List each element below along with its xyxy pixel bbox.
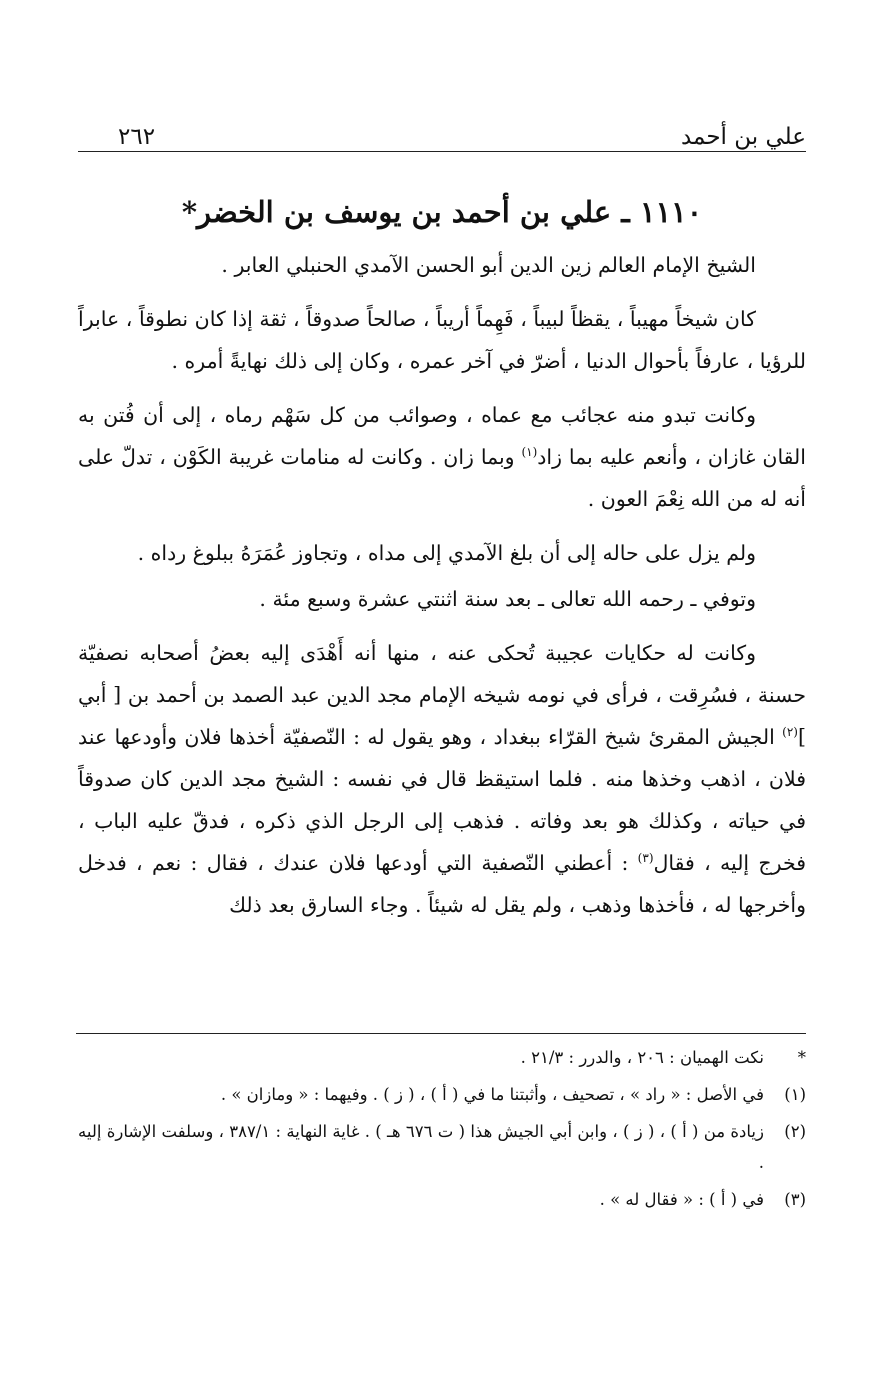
paragraph-text: الجيش المقرئ شيخ القرّاء ببغداد ، وهو يقول له : النّصفيّة أخذها فلان وأودعها عند فلان ، اذهب وخذها منه . فلما استيقظ قال في نفسه : الشيخ مجد الدين كان صدوقاً في حياته ، وكذلك هو بعد وفاته . فذهب إلى الرجل الذي ذكره ، فدقّ عليه الباب ، فخرج إليه ، فقال <box>78 725 806 875</box>
paragraph-text: وبما زان . وكانت له منامات غريبة الكَوْن ، تدلّ على أنه له من الله نِعْمَ العون . <box>78 445 806 511</box>
running-title: علي بن أحمد <box>680 124 806 150</box>
footnote-mark: (٣) <box>784 1190 806 1209</box>
footnote-text: نكت الهميان : ٢٠٦ ، والدرر : ٢١/٣ . <box>520 1048 764 1067</box>
paragraph-text: : أعطني النّصفية التي أودعها فلان عندك ، فقال : نعم ، فدخل وأخرجها له ، فأخذها وذهب ، ولم يقل له شيئاً . وجاء السارق بعد ذلك <box>78 851 806 917</box>
footnote-text: زيادة من ( أ ) ، ( ز ) ، وابن أبي الجيش هذا ( ت ٦٧٦ هـ ) . غاية النهاية : ٣٨٧/١ ، وسلفت الإشارة إليه . <box>78 1122 764 1172</box>
paragraph-2 <box>78 298 806 382</box>
paragraph-text: الشيخ الإمام العالم زين الدين أبو الحسن الآمدي الحنبلي العابر . <box>221 253 756 277</box>
footnote-ref-3[interactable]: (٣) <box>637 851 654 866</box>
footnote-item <box>78 1184 806 1215</box>
paragraph-6 <box>78 632 806 926</box>
footnote-text: في الأصل : « راد » ، تصحيف ، وأثبتنا ما في ( أ ) ، ( ز ) . وفيهما : « ومازان » . <box>220 1085 764 1104</box>
footnote-mark: (٢) <box>784 1122 806 1141</box>
footnote-mark: * <box>797 1048 806 1067</box>
paragraph-4 <box>78 532 806 574</box>
paragraph-text: ولم يزل على حاله إلى أن بلغ الآمدي إلى مداه ، وتجاوز عُمَرَهُ ببلوغ رداه . <box>137 541 756 565</box>
paragraph-text: وتوفي ـ رحمه الله تعالى ـ بعد سنة اثنتي عشرة وسبع مئة . <box>259 587 756 611</box>
footnote-mark: (١) <box>784 1085 806 1104</box>
footnote-item <box>78 1079 806 1110</box>
page-number: ٢٦٢ <box>118 124 156 150</box>
footnotes <box>78 1042 806 1221</box>
running-header <box>78 116 806 150</box>
header-divider <box>78 151 806 152</box>
entry-title: ١١١٠ ـ علي بن أحمد بن يوسف بن الخضر* <box>181 195 703 229</box>
paragraph-text: كان شيخاً مهيباً ، يقظاً لبيباً ، فَهِماً أريباً ، صالحاً صدوقاً ، ثقة إذا كان نطوقاً ، عابراً للرؤيا ، عارفاً بأحوال الدنيا ، أضرّ في آخر عمره ، وكان إلى ذلك نهايةً أمره . <box>78 307 806 373</box>
footnote-item <box>78 1042 806 1073</box>
paragraph-text: وكانت له حكايات عجيبة تُحكى عنه ، منها أنه أَهْدَى إليه بعضُ أصحابه نصفيّة حسنة ، فسُرِقت ، فرأى في نومه شيخه الإمام مجد الدين عبد الصمد بن أحمد بن [ أبي ] <box>78 641 806 749</box>
footnote-ref-2[interactable]: (٢) <box>782 725 798 740</box>
footnote-text: في ( أ ) : « فقال له » . <box>599 1190 764 1209</box>
paragraph-5 <box>78 578 806 620</box>
book-page <box>78 0 806 1375</box>
footnote-item <box>78 1116 806 1178</box>
footnote-divider <box>76 1033 806 1034</box>
paragraph-3 <box>78 394 806 520</box>
paragraph-text: وكانت تبدو منه عجائب مع عماه ، وصوائب من كل سَهْم رماه ، إلى أن فُتن به القان غازان ، وأنعم عليه بما زاد <box>78 403 806 469</box>
footnote-ref-1[interactable]: (١) <box>521 445 538 460</box>
paragraph-1 <box>78 244 806 286</box>
body-text <box>78 244 806 938</box>
